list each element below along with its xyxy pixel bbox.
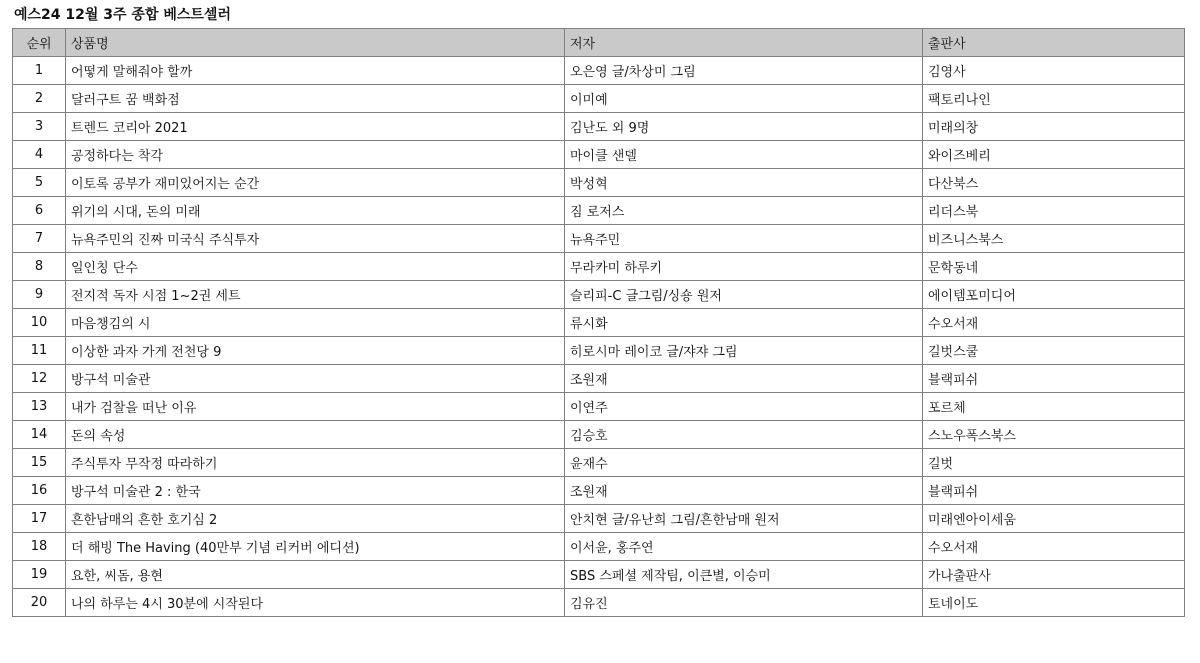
cell-rank[interactable]: 1 (13, 57, 66, 85)
table-body (13, 57, 1185, 617)
table-row (13, 449, 1185, 477)
table-row (13, 421, 1185, 449)
cell-rank[interactable]: 12 (13, 365, 66, 393)
table-row (13, 393, 1185, 421)
cell-rank[interactable]: 20 (13, 589, 66, 617)
cell-author[interactable]: 류시화 (565, 309, 923, 337)
cell-publisher[interactable]: 비즈니스북스 (923, 225, 1185, 253)
cell-title[interactable]: 트렌드 코리아 2021 (66, 113, 565, 141)
cell-rank[interactable]: 8 (13, 253, 66, 281)
cell-title[interactable]: 돈의 속성 (66, 421, 565, 449)
cell-rank[interactable]: 13 (13, 393, 66, 421)
cell-author[interactable]: 히로시마 레이코 글/쟈쟈 그림 (565, 337, 923, 365)
cell-publisher[interactable]: 블랙피쉬 (923, 477, 1185, 505)
cell-title[interactable]: 더 해빙 The Having (40만부 기념 리커버 에디션) (66, 533, 565, 561)
cell-title[interactable]: 어떻게 말해줘야 할까 (66, 57, 565, 85)
cell-rank[interactable]: 15 (13, 449, 66, 477)
cell-author[interactable]: 김유진 (565, 589, 923, 617)
cell-author[interactable]: 안치현 글/유난희 그림/흔한남매 원저 (565, 505, 923, 533)
column-header-rank[interactable]: 순위 (13, 29, 66, 57)
table-row (13, 337, 1185, 365)
cell-author[interactable]: 박성혁 (565, 169, 923, 197)
cell-author[interactable]: 윤재수 (565, 449, 923, 477)
cell-publisher[interactable]: 길벗스쿨 (923, 337, 1185, 365)
table-row (13, 281, 1185, 309)
table-row (13, 533, 1185, 561)
table-row (13, 561, 1185, 589)
cell-publisher[interactable]: 토네이도 (923, 589, 1185, 617)
cell-rank[interactable]: 2 (13, 85, 66, 113)
cell-publisher[interactable]: 수오서재 (923, 533, 1185, 561)
cell-publisher[interactable]: 가나출판사 (923, 561, 1185, 589)
cell-rank[interactable]: 11 (13, 337, 66, 365)
cell-publisher[interactable]: 리더스북 (923, 197, 1185, 225)
table-row (13, 197, 1185, 225)
cell-rank[interactable]: 4 (13, 141, 66, 169)
cell-title[interactable]: 뉴욕주민의 진짜 미국식 주식투자 (66, 225, 565, 253)
cell-rank[interactable]: 9 (13, 281, 66, 309)
cell-publisher[interactable]: 블랙피쉬 (923, 365, 1185, 393)
cell-publisher[interactable]: 미래의창 (923, 113, 1185, 141)
table-row (13, 253, 1185, 281)
cell-author[interactable]: 짐 로저스 (565, 197, 923, 225)
cell-rank[interactable]: 7 (13, 225, 66, 253)
cell-rank[interactable]: 6 (13, 197, 66, 225)
cell-rank[interactable]: 19 (13, 561, 66, 589)
cell-rank[interactable]: 16 (13, 477, 66, 505)
cell-title[interactable]: 전지적 독자 시점 1~2권 세트 (66, 281, 565, 309)
column-header-author[interactable]: 저자 (565, 29, 923, 57)
cell-author[interactable]: 조원재 (565, 365, 923, 393)
cell-publisher[interactable]: 스노우폭스북스 (923, 421, 1185, 449)
table-row (13, 477, 1185, 505)
table-row (13, 309, 1185, 337)
cell-publisher[interactable]: 팩토리나인 (923, 85, 1185, 113)
cell-title[interactable]: 위기의 시대, 돈의 미래 (66, 197, 565, 225)
cell-title[interactable]: 방구석 미술관 2 : 한국 (66, 477, 565, 505)
cell-publisher[interactable]: 와이즈베리 (923, 141, 1185, 169)
cell-rank[interactable]: 3 (13, 113, 66, 141)
cell-rank[interactable]: 10 (13, 309, 66, 337)
cell-title[interactable]: 일인칭 단수 (66, 253, 565, 281)
cell-rank[interactable]: 14 (13, 421, 66, 449)
table-row (13, 57, 1185, 85)
cell-title[interactable]: 주식투자 무작정 따라하기 (66, 449, 565, 477)
table-row (13, 141, 1185, 169)
cell-publisher[interactable]: 김영사 (923, 57, 1185, 85)
cell-publisher[interactable]: 포르체 (923, 393, 1185, 421)
cell-publisher[interactable]: 다산북스 (923, 169, 1185, 197)
cell-author[interactable]: SBS 스페셜 제작팀, 이큰별, 이승미 (565, 561, 923, 589)
cell-author[interactable]: 뉴욕주민 (565, 225, 923, 253)
cell-title[interactable]: 이상한 과자 가게 전천당 9 (66, 337, 565, 365)
cell-author[interactable]: 무라카미 하루키 (565, 253, 923, 281)
cell-author[interactable]: 김승호 (565, 421, 923, 449)
table-row (13, 505, 1185, 533)
table-row (13, 225, 1185, 253)
column-header-title[interactable]: 상품명 (66, 29, 565, 57)
cell-author[interactable]: 슬리피-C 글그림/싱숑 원저 (565, 281, 923, 309)
sheet-title: 예스24 12월 3주 종합 베스트셀러 (14, 7, 231, 23)
cell-title[interactable]: 나의 하루는 4시 30분에 시작된다 (66, 589, 565, 617)
column-header-publisher[interactable]: 출판사 (923, 29, 1185, 57)
cell-publisher[interactable]: 수오서재 (923, 309, 1185, 337)
cell-author[interactable]: 김난도 외 9명 (565, 113, 923, 141)
cell-author[interactable]: 이서윤, 홍주연 (565, 533, 923, 561)
table-row (13, 113, 1185, 141)
table-row (13, 169, 1185, 197)
cell-title[interactable]: 내가 검찰을 떠난 이유 (66, 393, 565, 421)
cell-author[interactable]: 이연주 (565, 393, 923, 421)
cell-title[interactable]: 이토록 공부가 재미있어지는 순간 (66, 169, 565, 197)
cell-title[interactable]: 흔한남매의 흔한 호기심 2 (66, 505, 565, 533)
header-row (13, 29, 1185, 57)
cell-publisher[interactable]: 미래엔아이세움 (923, 505, 1185, 533)
cell-title[interactable]: 공정하다는 착각 (66, 141, 565, 169)
cell-author[interactable]: 조원재 (565, 477, 923, 505)
cell-publisher[interactable]: 길벗 (923, 449, 1185, 477)
table-row (13, 589, 1185, 617)
cell-title[interactable]: 마음챙김의 시 (66, 309, 565, 337)
cell-rank[interactable]: 5 (13, 169, 66, 197)
bestseller-table (12, 28, 1185, 617)
table-row (13, 365, 1185, 393)
table-row (13, 85, 1185, 113)
cell-rank[interactable]: 18 (13, 533, 66, 561)
cell-title[interactable]: 요한, 씨돔, 용현 (66, 561, 565, 589)
cell-publisher[interactable]: 문학동네 (923, 253, 1185, 281)
cell-author[interactable]: 오은영 글/차상미 그림 (565, 57, 923, 85)
cell-rank[interactable]: 17 (13, 505, 66, 533)
cell-author[interactable]: 이미예 (565, 85, 923, 113)
cell-author[interactable]: 마이클 샌델 (565, 141, 923, 169)
cell-title[interactable]: 방구석 미술관 (66, 365, 565, 393)
cell-publisher[interactable]: 에이템포미디어 (923, 281, 1185, 309)
cell-title[interactable]: 달러구트 꿈 백화점 (66, 85, 565, 113)
